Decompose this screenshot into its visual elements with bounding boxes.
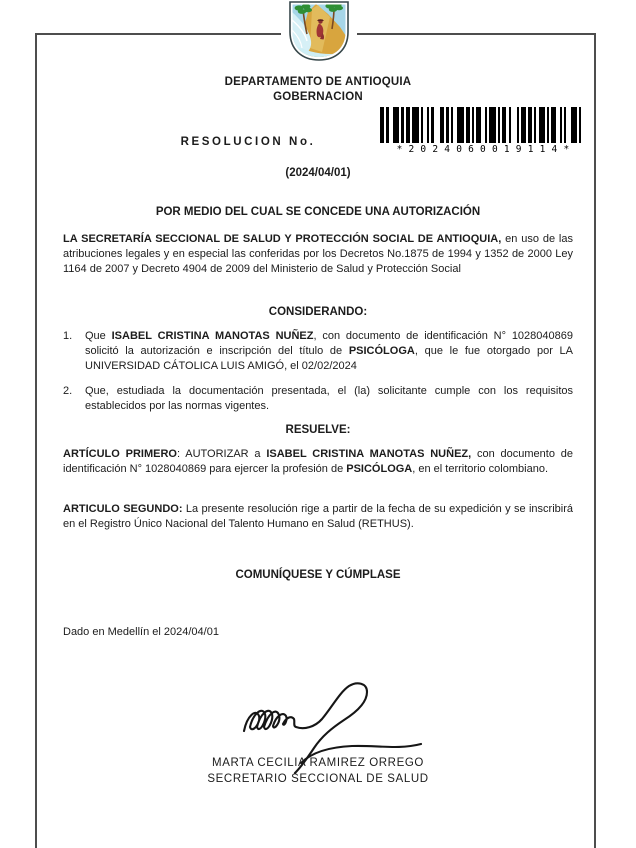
article-first-paragraph: ARTÍCULO PRIMERO: AUTORIZAR a ISABEL CRISTINA MANOTAS NUÑEZ, con documento de identificación N° 1028040869 para ejercer la profesión de PSICÓLOGA, en el territorio colombiano. — [63, 448, 574, 476]
barcode — [380, 107, 586, 155]
resolution-date: (2024/04/01) — [285, 167, 351, 179]
closing-order: COMUNÍQUESE Y CÚMPLASE — [235, 569, 401, 581]
consideration-2-number: 2. — [63, 385, 73, 397]
department-title: DEPARTAMENTO DE ANTIOQUIA — [224, 76, 412, 88]
issued-line: Dado en Medellín el 2024/04/01 — [63, 626, 219, 638]
consideration-2-text: Que, estudiada la documentación presentada, el (la) solicitante cumple con los requisitos establecidos por las normas vigentes. — [85, 385, 573, 413]
article-second-paragraph: ARTICULO SEGUNDO: La presente resolución rige a partir de la fecha de su expedición y se inscribirá en el Registro Único Nacional del Talento Humano en Salud (RETHUS). — [63, 503, 573, 531]
barcode-text: *2024060019114* — [396, 144, 576, 155]
signatory-name: MARTA CECILIA RAMIREZ ORREGO — [212, 757, 424, 769]
consideration-1-text: Que ISABEL CRISTINA MANOTAS NUÑEZ, con documento de identificación N° 1028040869 solicitó la autorización e inscripción del título de PSICÓLOGA, que le fue otorgado por LA UNIVERSIDAD CÁTOLICA LUIS AMIGÓ, el 02/02/2024 — [85, 330, 573, 373]
resolution-number-label: RESOLUCION No. — [180, 136, 316, 148]
consideration-1-number: 1. — [63, 330, 73, 342]
signatory-title: SECRETARIO SECCIONAL DE SALUD — [207, 773, 429, 785]
document-title: POR MEDIO DEL CUAL SE CONCEDE UNA AUTORIZACIÓN — [155, 206, 481, 218]
antioquia-coat-of-arms-icon — [281, 0, 357, 70]
coat-of-arms-svg — [286, 0, 352, 64]
barcode-bars-icon — [380, 107, 586, 143]
intro-paragraph: LA SECRETARÍA SECCIONAL DE SALUD Y PROTECCIÓN SOCIAL DE ANTIOQUIA, en uso de las atribuciones legales y en especial las conferidas por los Decretos No.1875 de 1994 y 1352 de 2000 Ley 1164 de 2007 y Decreto 4904 de 2009 del Ministerio de Salud y Protección Social — [63, 233, 573, 276]
entity-title: GOBERNACION — [273, 91, 363, 103]
considerando-heading: CONSIDERANDO: — [268, 306, 368, 318]
resuelve-heading: RESUELVE: — [285, 424, 351, 436]
